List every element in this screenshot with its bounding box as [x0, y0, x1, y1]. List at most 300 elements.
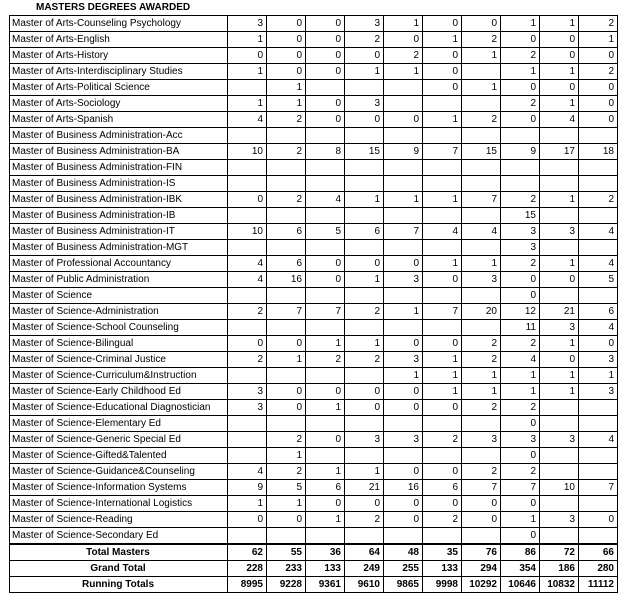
table-cell: 2 — [501, 256, 540, 272]
table-cell: 5 — [306, 224, 345, 240]
table-row — [10, 368, 618, 384]
table-cell — [345, 208, 384, 224]
table-cell: 1 — [384, 64, 423, 80]
table-cell: 86 — [501, 544, 540, 561]
table-cell: 0 — [579, 48, 618, 64]
table-cell: 9 — [384, 144, 423, 160]
table-cell: 4 — [228, 272, 267, 288]
table-cell: 12 — [501, 304, 540, 320]
table-cell — [384, 160, 423, 176]
table-cell: 55 — [267, 544, 306, 561]
table-cell — [345, 448, 384, 464]
table-cell: 7 — [384, 224, 423, 240]
table-cell: 4 — [462, 224, 501, 240]
table-cell — [267, 288, 306, 304]
table-cell: 1 — [540, 384, 579, 400]
table-cell: 0 — [462, 496, 501, 512]
table-cell: 1 — [306, 464, 345, 480]
row-label: Total Masters — [10, 544, 228, 561]
table-cell: 0 — [501, 112, 540, 128]
table-cell: 0 — [306, 16, 345, 32]
table-cell: 0 — [267, 64, 306, 80]
table-cell — [228, 528, 267, 545]
table-cell: 2 — [501, 400, 540, 416]
table-cell: 3 — [345, 432, 384, 448]
table-cell — [228, 240, 267, 256]
table-cell — [306, 368, 345, 384]
table-cell: 7 — [267, 304, 306, 320]
table-cell — [306, 320, 345, 336]
table-cell: 0 — [384, 32, 423, 48]
table-cell: 0 — [384, 400, 423, 416]
table-cell: 1 — [462, 256, 501, 272]
table-cell: 3 — [462, 272, 501, 288]
table-cell: 1 — [540, 368, 579, 384]
table-cell: 3 — [540, 432, 579, 448]
table-cell — [462, 528, 501, 545]
table-cell: 0 — [228, 336, 267, 352]
table-cell: 0 — [306, 384, 345, 400]
table-cell: 1 — [384, 304, 423, 320]
table-cell — [228, 160, 267, 176]
table-cell: 0 — [540, 32, 579, 48]
table-cell — [423, 288, 462, 304]
table-cell — [267, 208, 306, 224]
table-cell: 0 — [501, 528, 540, 545]
table-cell: 294 — [462, 561, 501, 577]
table-cell: 16 — [267, 272, 306, 288]
table-cell: 133 — [306, 561, 345, 577]
table-cell — [540, 448, 579, 464]
table-row — [10, 256, 618, 272]
table-cell — [306, 528, 345, 545]
table-cell: 17 — [540, 144, 579, 160]
table-row — [10, 176, 618, 192]
table-cell: 1 — [501, 368, 540, 384]
table-cell: 15 — [501, 208, 540, 224]
table-cell: 3 — [345, 96, 384, 112]
table-cell: 1 — [501, 384, 540, 400]
table-cell: 3 — [501, 224, 540, 240]
total-row — [10, 577, 618, 593]
table-cell: 21 — [540, 304, 579, 320]
table-cell: 1 — [267, 448, 306, 464]
table-cell: 2 — [384, 48, 423, 64]
row-label: Master of Science-Secondary Ed — [10, 528, 228, 545]
table-cell — [345, 128, 384, 144]
table-cell: 2 — [306, 352, 345, 368]
table-cell: 0 — [267, 384, 306, 400]
table-cell: 35 — [423, 544, 462, 561]
table-cell: 1 — [540, 64, 579, 80]
table-cell: 0 — [579, 96, 618, 112]
table-cell — [462, 128, 501, 144]
table-cell: 1 — [267, 80, 306, 96]
table-cell — [501, 128, 540, 144]
table-cell: 0 — [579, 80, 618, 96]
table-cell: 10 — [228, 224, 267, 240]
table-row — [10, 192, 618, 208]
table-cell: 0 — [384, 496, 423, 512]
table-cell: 0 — [384, 256, 423, 272]
table-cell — [540, 128, 579, 144]
table-cell: 0 — [306, 496, 345, 512]
table-cell — [345, 368, 384, 384]
table-cell: 1 — [423, 384, 462, 400]
table-cell: 16 — [384, 480, 423, 496]
table-cell — [306, 240, 345, 256]
table-cell — [462, 320, 501, 336]
table-cell: 9 — [228, 480, 267, 496]
table-cell: 0 — [306, 64, 345, 80]
table-row — [10, 400, 618, 416]
table-cell: 0 — [306, 432, 345, 448]
table-cell — [306, 208, 345, 224]
table-cell: 2 — [267, 144, 306, 160]
table-cell: 1 — [267, 352, 306, 368]
table-cell: 10 — [540, 480, 579, 496]
table-cell: 0 — [423, 64, 462, 80]
table-cell: 0 — [540, 48, 579, 64]
table-cell: 3 — [579, 352, 618, 368]
table-cell: 0 — [306, 112, 345, 128]
table-cell: 1 — [345, 272, 384, 288]
row-label: Master of Science-Criminal Justice — [10, 352, 228, 368]
table-cell: 6 — [579, 304, 618, 320]
table-cell: 2 — [579, 192, 618, 208]
table-cell: 0 — [306, 272, 345, 288]
table-cell: 6 — [306, 480, 345, 496]
table-cell: 9998 — [423, 577, 462, 593]
table-cell: 0 — [228, 192, 267, 208]
table-cell — [306, 160, 345, 176]
table-cell: 4 — [579, 432, 618, 448]
table-cell — [384, 80, 423, 96]
table-cell: 1 — [384, 368, 423, 384]
table-cell: 2 — [501, 96, 540, 112]
table-cell: 0 — [228, 512, 267, 528]
table-cell — [384, 416, 423, 432]
table-cell: 0 — [579, 112, 618, 128]
table-cell: 7 — [423, 144, 462, 160]
table-cell: 2 — [462, 352, 501, 368]
table-row — [10, 160, 618, 176]
table-cell — [423, 320, 462, 336]
table-cell: 1 — [306, 400, 345, 416]
table-cell: 2 — [267, 192, 306, 208]
table-cell — [462, 64, 501, 80]
table-cell — [384, 128, 423, 144]
table-row — [10, 208, 618, 224]
table-cell: 3 — [579, 384, 618, 400]
table-cell: 233 — [267, 561, 306, 577]
table-cell: 133 — [423, 561, 462, 577]
table-cell — [540, 288, 579, 304]
table-cell: 1 — [540, 336, 579, 352]
table-cell — [384, 96, 423, 112]
table-cell: 2 — [345, 304, 384, 320]
table-cell — [423, 96, 462, 112]
table-cell: 2 — [462, 336, 501, 352]
table-cell — [579, 128, 618, 144]
table-cell: 1 — [228, 64, 267, 80]
table-cell — [384, 320, 423, 336]
row-label: Master of Science-Generic Special Ed — [10, 432, 228, 448]
table-cell: 1 — [540, 256, 579, 272]
table-cell — [384, 176, 423, 192]
table-cell — [579, 288, 618, 304]
table-cell: 1 — [462, 384, 501, 400]
table-cell: 5 — [267, 480, 306, 496]
table-cell: 0 — [345, 400, 384, 416]
table-cell — [423, 448, 462, 464]
table-cell — [345, 240, 384, 256]
table-cell: 1 — [423, 368, 462, 384]
row-label: Master of Science-Early Childhood Ed — [10, 384, 228, 400]
table-cell: 0 — [384, 512, 423, 528]
row-label: Master of Arts-Spanish — [10, 112, 228, 128]
row-label: Master of Science-Reading — [10, 512, 228, 528]
table-row — [10, 304, 618, 320]
table-cell: 7 — [462, 480, 501, 496]
table-cell: 2 — [462, 400, 501, 416]
total-row — [10, 561, 618, 577]
table-cell — [579, 176, 618, 192]
table-cell — [267, 320, 306, 336]
table-cell: 0 — [501, 448, 540, 464]
table-cell: 4 — [579, 224, 618, 240]
table-cell: 0 — [267, 32, 306, 48]
row-label: Master of Business Administration-IS — [10, 176, 228, 192]
table-cell — [579, 160, 618, 176]
table-cell: 1 — [462, 48, 501, 64]
table-row — [10, 288, 618, 304]
table-cell: 0 — [540, 272, 579, 288]
table-cell: 3 — [384, 352, 423, 368]
table-cell — [423, 160, 462, 176]
row-label: Master of Business Administration-IBK — [10, 192, 228, 208]
table-cell: 9865 — [384, 577, 423, 593]
table-cell: 2 — [462, 112, 501, 128]
table-cell: 2 — [267, 464, 306, 480]
table-cell: 64 — [345, 544, 384, 561]
table-cell: 3 — [228, 16, 267, 32]
table-cell: 1 — [462, 368, 501, 384]
table-cell: 3 — [384, 272, 423, 288]
table-cell: 0 — [501, 32, 540, 48]
table-cell — [579, 416, 618, 432]
table-cell: 0 — [423, 16, 462, 32]
table-cell — [267, 368, 306, 384]
table-cell: 4 — [228, 256, 267, 272]
table-cell — [462, 208, 501, 224]
table-cell: 5 — [579, 272, 618, 288]
table-cell — [228, 368, 267, 384]
table-cell — [267, 160, 306, 176]
table-cell: 9 — [501, 144, 540, 160]
row-label: Master of Science-Educational Diagnostician — [10, 400, 228, 416]
table-cell — [228, 288, 267, 304]
table-cell: 0 — [345, 256, 384, 272]
table-cell: 0 — [267, 512, 306, 528]
table-cell: 2 — [579, 64, 618, 80]
table-cell — [345, 320, 384, 336]
row-label: Master of Science — [10, 288, 228, 304]
table-cell — [228, 432, 267, 448]
total-row — [10, 544, 618, 561]
table-cell — [384, 208, 423, 224]
table-cell: 0 — [345, 112, 384, 128]
table-cell: 15 — [345, 144, 384, 160]
table-cell: 1 — [345, 64, 384, 80]
table-cell: 7 — [462, 192, 501, 208]
table-cell: 0 — [423, 400, 462, 416]
table-cell — [306, 448, 345, 464]
table-cell — [423, 416, 462, 432]
table-cell: 1 — [540, 192, 579, 208]
table-cell: 0 — [267, 48, 306, 64]
table-cell: 4 — [579, 320, 618, 336]
table-cell — [228, 416, 267, 432]
row-label: Master of Arts-Political Science — [10, 80, 228, 96]
table-cell: 0 — [579, 512, 618, 528]
table-cell: 1 — [306, 336, 345, 352]
table-cell: 0 — [423, 272, 462, 288]
table-cell — [267, 528, 306, 545]
table-cell: 2 — [462, 32, 501, 48]
table-cell — [228, 320, 267, 336]
table-cell: 9610 — [345, 577, 384, 593]
table-cell: 10292 — [462, 577, 501, 593]
table-cell: 2 — [501, 464, 540, 480]
table-cell: 0 — [384, 112, 423, 128]
table-cell: 1 — [384, 16, 423, 32]
table-cell — [501, 160, 540, 176]
row-label: Master of Science-Curriculum&Instruction — [10, 368, 228, 384]
table-cell: 1 — [306, 512, 345, 528]
table-cell: 1 — [579, 32, 618, 48]
table-cell: 3 — [462, 432, 501, 448]
table-cell: 249 — [345, 561, 384, 577]
table-cell: 2 — [462, 464, 501, 480]
row-label: Master of Science-Guidance&Counseling — [10, 464, 228, 480]
row-label: Master of Science-International Logistics — [10, 496, 228, 512]
table-row — [10, 448, 618, 464]
row-label: Master of Science-Administration — [10, 304, 228, 320]
table-cell — [462, 416, 501, 432]
table-cell — [306, 288, 345, 304]
table-cell: 0 — [423, 496, 462, 512]
table-cell — [267, 176, 306, 192]
table-cell: 3 — [501, 432, 540, 448]
table-cell: 2 — [267, 432, 306, 448]
table-cell: 20 — [462, 304, 501, 320]
table-cell: 186 — [540, 561, 579, 577]
table-cell — [384, 288, 423, 304]
table-cell: 0 — [306, 32, 345, 48]
table-cell: 36 — [306, 544, 345, 561]
table-cell: 1 — [267, 496, 306, 512]
table-row — [10, 32, 618, 48]
table-cell: 48 — [384, 544, 423, 561]
table-cell — [267, 128, 306, 144]
table-cell: 0 — [345, 496, 384, 512]
row-label: Master of Arts-Sociology — [10, 96, 228, 112]
table-cell: 76 — [462, 544, 501, 561]
table-cell: 2 — [579, 16, 618, 32]
table-cell: 1 — [540, 16, 579, 32]
table-cell — [306, 80, 345, 96]
row-label: Master of Business Administration-Acc — [10, 128, 228, 144]
row-label: Master of Professional Accountancy — [10, 256, 228, 272]
table-row — [10, 480, 618, 496]
table-row — [10, 128, 618, 144]
row-label: Master of Science-Gifted&Talented — [10, 448, 228, 464]
table-row — [10, 80, 618, 96]
table-cell — [384, 240, 423, 256]
table-cell — [540, 240, 579, 256]
table-cell: 8 — [306, 144, 345, 160]
table-cell: 1 — [423, 192, 462, 208]
table-cell — [501, 176, 540, 192]
table-row — [10, 224, 618, 240]
table-cell — [579, 528, 618, 545]
table-cell: 1 — [579, 368, 618, 384]
table-cell: 1 — [345, 192, 384, 208]
row-label: Master of Arts-Counseling Psychology — [10, 16, 228, 32]
row-label: Grand Total — [10, 561, 228, 577]
table-cell — [540, 208, 579, 224]
table-cell: 0 — [462, 512, 501, 528]
table-cell: 0 — [384, 384, 423, 400]
row-label: Master of Science-School Counseling — [10, 320, 228, 336]
table-cell — [306, 176, 345, 192]
table-row — [10, 464, 618, 480]
table-cell: 0 — [501, 416, 540, 432]
table-cell: 66 — [579, 544, 618, 561]
table-row — [10, 384, 618, 400]
table-cell: 3 — [228, 400, 267, 416]
table-cell — [462, 240, 501, 256]
row-label: Master of Arts-History — [10, 48, 228, 64]
table-cell: 1 — [423, 352, 462, 368]
row-label: Master of Business Administration-IB — [10, 208, 228, 224]
table-cell: 255 — [384, 561, 423, 577]
table-cell — [423, 528, 462, 545]
row-label: Master of Science-Bilingual — [10, 336, 228, 352]
table-cell: 3 — [540, 512, 579, 528]
table-cell: 0 — [423, 464, 462, 480]
table-cell: 6 — [267, 256, 306, 272]
table-cell — [345, 288, 384, 304]
table-cell: 72 — [540, 544, 579, 561]
table-row — [10, 352, 618, 368]
table-cell: 15 — [462, 144, 501, 160]
table-cell: 8995 — [228, 577, 267, 593]
table-row — [10, 112, 618, 128]
table-cell: 2 — [423, 512, 462, 528]
table-cell — [579, 208, 618, 224]
table-cell — [384, 448, 423, 464]
table-cell — [345, 416, 384, 432]
table-cell: 1 — [501, 64, 540, 80]
table-cell: 0 — [462, 16, 501, 32]
table-cell: 10646 — [501, 577, 540, 593]
table-cell: 1 — [345, 336, 384, 352]
table-cell — [228, 208, 267, 224]
table-cell: 62 — [228, 544, 267, 561]
row-label: Running Totals — [10, 577, 228, 593]
